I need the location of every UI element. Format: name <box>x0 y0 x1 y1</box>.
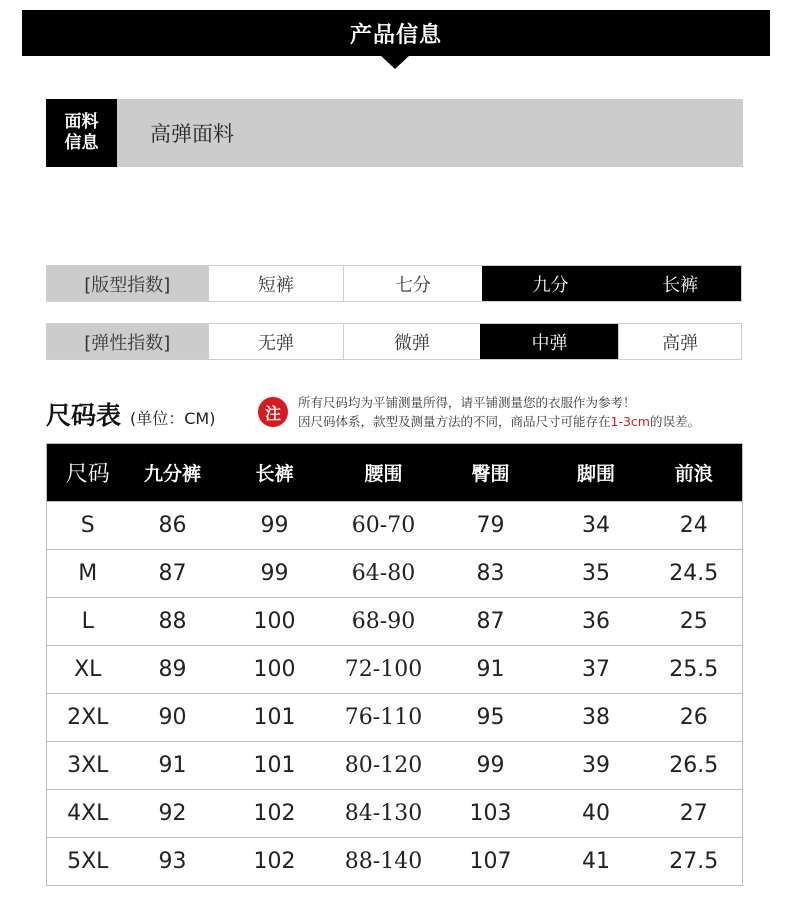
header-long-length: 长裤 <box>217 444 333 502</box>
stretch-option-none: 无弹 <box>208 324 344 359</box>
cell-leg-opening: 34 <box>547 502 646 550</box>
table-row <box>47 598 743 646</box>
cell-size: 2XL <box>47 694 129 742</box>
note-line-1: 所有尺码均为平铺测量所得，请平铺测量您的衣服作为参考！ <box>298 395 636 410</box>
cell-hip: 87 <box>435 598 547 646</box>
header-banner <box>22 10 770 56</box>
cell-long-length: 101 <box>217 694 333 742</box>
table-row <box>47 838 743 886</box>
cell-waist: 72-100 <box>333 646 435 694</box>
cell-hip: 103 <box>435 790 547 838</box>
note-line-2-suffix: 的误差。 <box>649 414 700 429</box>
cell-front-rise: 25 <box>646 598 743 646</box>
cell-long-length: 99 <box>217 502 333 550</box>
cell-front-rise: 26 <box>646 694 743 742</box>
cell-hip: 95 <box>435 694 547 742</box>
stretch-index-label: [弹性指数] <box>47 324 208 359</box>
cell-long-length: 100 <box>217 598 333 646</box>
fabric-tag-line2: 信息 <box>64 133 99 153</box>
cell-leg-opening: 38 <box>547 694 646 742</box>
fabric-tag-line1: 面料 <box>64 112 99 132</box>
header-nine-length: 九分裤 <box>129 444 217 502</box>
cell-hip: 107 <box>435 838 547 886</box>
cell-nine-length: 89 <box>129 646 217 694</box>
cell-nine-length: 86 <box>129 502 217 550</box>
cell-size: L <box>47 598 129 646</box>
cell-hip: 83 <box>435 550 547 598</box>
cell-long-length: 102 <box>217 838 333 886</box>
cell-size: 5XL <box>47 838 129 886</box>
cell-size: XL <box>47 646 129 694</box>
cell-nine-length: 91 <box>129 742 217 790</box>
table-row <box>47 646 743 694</box>
cell-waist: 80-120 <box>333 742 435 790</box>
cell-long-length: 102 <box>217 790 333 838</box>
cell-hip: 79 <box>435 502 547 550</box>
cell-waist: 60-70 <box>333 502 435 550</box>
fit-option-nine: 九分 <box>482 266 619 301</box>
header-front-rise: 前浪 <box>646 444 743 502</box>
cell-nine-length: 90 <box>129 694 217 742</box>
cell-size: 3XL <box>47 742 129 790</box>
cell-waist: 84-130 <box>333 790 435 838</box>
cell-nine-length: 93 <box>129 838 217 886</box>
note-icon: 注 <box>258 397 288 427</box>
size-table-header <box>47 444 743 502</box>
table-row <box>47 790 743 838</box>
size-chart-unit: (单位：CM) <box>130 409 216 428</box>
cell-leg-opening: 35 <box>547 550 646 598</box>
cell-front-rise: 27 <box>646 790 743 838</box>
stretch-option-medium: 中弹 <box>480 324 619 359</box>
fit-option-shorts: 短裤 <box>208 266 344 301</box>
cell-leg-opening: 41 <box>547 838 646 886</box>
table-row <box>47 742 743 790</box>
stretch-option-high: 高弹 <box>618 324 741 359</box>
cell-long-length: 101 <box>217 742 333 790</box>
size-chart-title: 尺码表 <box>46 401 122 430</box>
header-leg-opening: 脚围 <box>547 444 646 502</box>
cell-leg-opening: 36 <box>547 598 646 646</box>
cell-nine-length: 92 <box>129 790 217 838</box>
table-row <box>47 502 743 550</box>
cell-hip: 91 <box>435 646 547 694</box>
note-line-2-prefix: 因尺码体系，款型及测量方法的不同，商品尺寸可能存在 <box>298 414 611 429</box>
fit-index-row <box>46 265 742 302</box>
cell-hip: 99 <box>435 742 547 790</box>
fit-option-long: 长裤 <box>618 266 741 301</box>
stretch-option-slight: 微弹 <box>343 324 480 359</box>
cell-front-rise: 25.5 <box>646 646 743 694</box>
cell-waist: 88-140 <box>333 838 435 886</box>
cell-waist: 64-80 <box>333 550 435 598</box>
cell-front-rise: 26.5 <box>646 742 743 790</box>
stretch-index-row <box>46 323 742 360</box>
cell-waist: 68-90 <box>333 598 435 646</box>
header-hip: 臀围 <box>435 444 547 502</box>
cell-front-rise: 24 <box>646 502 743 550</box>
fabric-value: 高弹面料 <box>150 122 234 146</box>
size-table <box>46 443 743 886</box>
header-size: 尺码 <box>47 444 129 502</box>
cell-waist: 76-110 <box>333 694 435 742</box>
cell-leg-opening: 37 <box>547 646 646 694</box>
fabric-tag <box>46 99 117 167</box>
fabric-info <box>46 99 743 167</box>
cell-front-rise: 24.5 <box>646 550 743 598</box>
cell-front-rise: 27.5 <box>646 838 743 886</box>
table-row <box>47 694 743 742</box>
cell-leg-opening: 39 <box>547 742 646 790</box>
cell-size: M <box>47 550 129 598</box>
cell-long-length: 99 <box>217 550 333 598</box>
header-title: 产品信息 <box>349 22 442 48</box>
fit-option-seven: 七分 <box>343 266 482 301</box>
cell-long-length: 100 <box>217 646 333 694</box>
header-waist: 腰围 <box>333 444 435 502</box>
fit-index-label: [版型指数] <box>47 266 208 301</box>
table-row <box>47 550 743 598</box>
cell-nine-length: 88 <box>129 598 217 646</box>
note-error-range: 1-3cm <box>610 414 650 429</box>
cell-size: 4XL <box>47 790 129 838</box>
note-line-2 <box>298 412 700 430</box>
cell-nine-length: 87 <box>129 550 217 598</box>
cell-leg-opening: 40 <box>547 790 646 838</box>
header-notch <box>380 55 410 69</box>
cell-size: S <box>47 502 129 550</box>
